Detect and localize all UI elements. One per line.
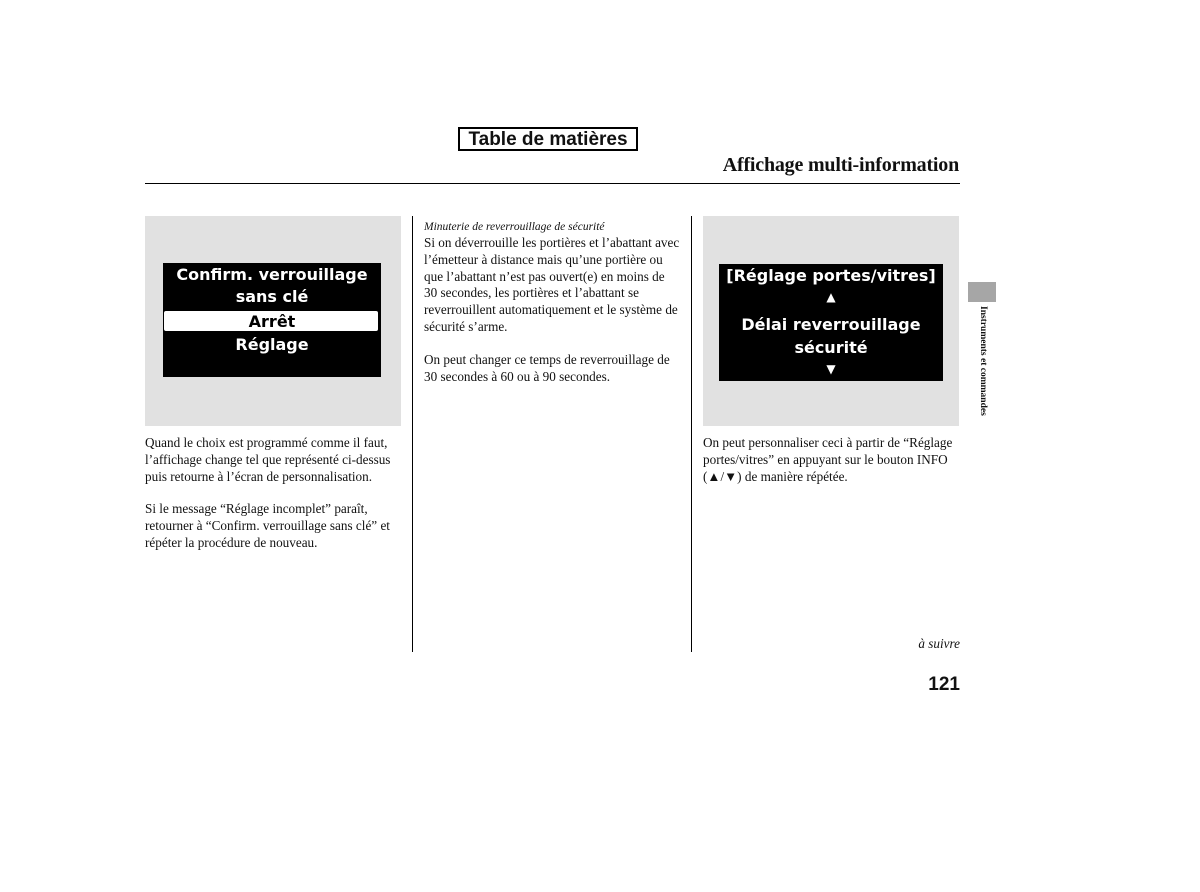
header-rule [145, 183, 960, 184]
right-column-text [703, 435, 959, 485]
display-line-1: Confirm. verrouillage [176, 265, 368, 284]
right-paragraph-1: On peut personnaliser ceci à partir de “Réglage portes/vitres” en appuyant sur le bouton INFO (▲/▼) de manière répétée. [703, 435, 953, 484]
table-of-contents-button[interactable]: Table de matières [458, 127, 638, 151]
left-paragraph-2: Si le message “Réglage incomplet” paraît, retourner à “Confirm. verrouillage sans clé” et répéter la procédure de nouveau. [145, 501, 390, 550]
display-option-selected: Arrêt [248, 312, 296, 331]
page-number: 121 [928, 674, 960, 695]
section-tab [968, 282, 996, 302]
left-display-screen [163, 263, 381, 377]
middle-paragraph-1: Si on déverrouille les portières et l’abattant avec l’émetteur à distance mais qu’une portière ou que l’abattant n’est pas ouvert(e) en moins de 30 secondes, les portières et l’abattant se reverrouillent automatiquement et le système de sécurité s’arme. [424, 235, 680, 334]
left-column-text [145, 435, 407, 552]
display-menu-title: [Réglage portes/vitres] [726, 266, 936, 285]
left-figure-panel [145, 216, 401, 426]
column-divider-1 [412, 216, 413, 652]
display-line-2: Délai reverrouillage [741, 315, 921, 334]
section-title: Affichage multi-information [722, 154, 959, 176]
right-figure-panel [703, 216, 959, 426]
display-line-2: sans clé [235, 287, 309, 306]
middle-paragraph-2: On peut changer ce temps de reverrouillage de 30 secondes à 60 ou à 90 secondes. [424, 351, 670, 384]
display-line-3: sécurité [794, 338, 868, 357]
column-divider-2 [691, 216, 692, 652]
display-option-other: Réglage [235, 335, 309, 354]
up-arrow-icon: ▲ [826, 290, 836, 304]
middle-subheading: Minuterie de reverrouillage de sécurité [424, 221, 605, 233]
right-display-screen [719, 264, 943, 381]
section-tab-label: Instruments et commandes [978, 306, 988, 416]
continued-label: à suivre [918, 636, 960, 651]
left-paragraph-1: Quand le choix est programmé comme il faut, l’affichage change tel que représenté ci-dessus puis retourne à l’écran de personnalisation. [145, 435, 391, 484]
middle-column-text [424, 219, 680, 385]
down-arrow-icon: ▼ [826, 362, 836, 376]
